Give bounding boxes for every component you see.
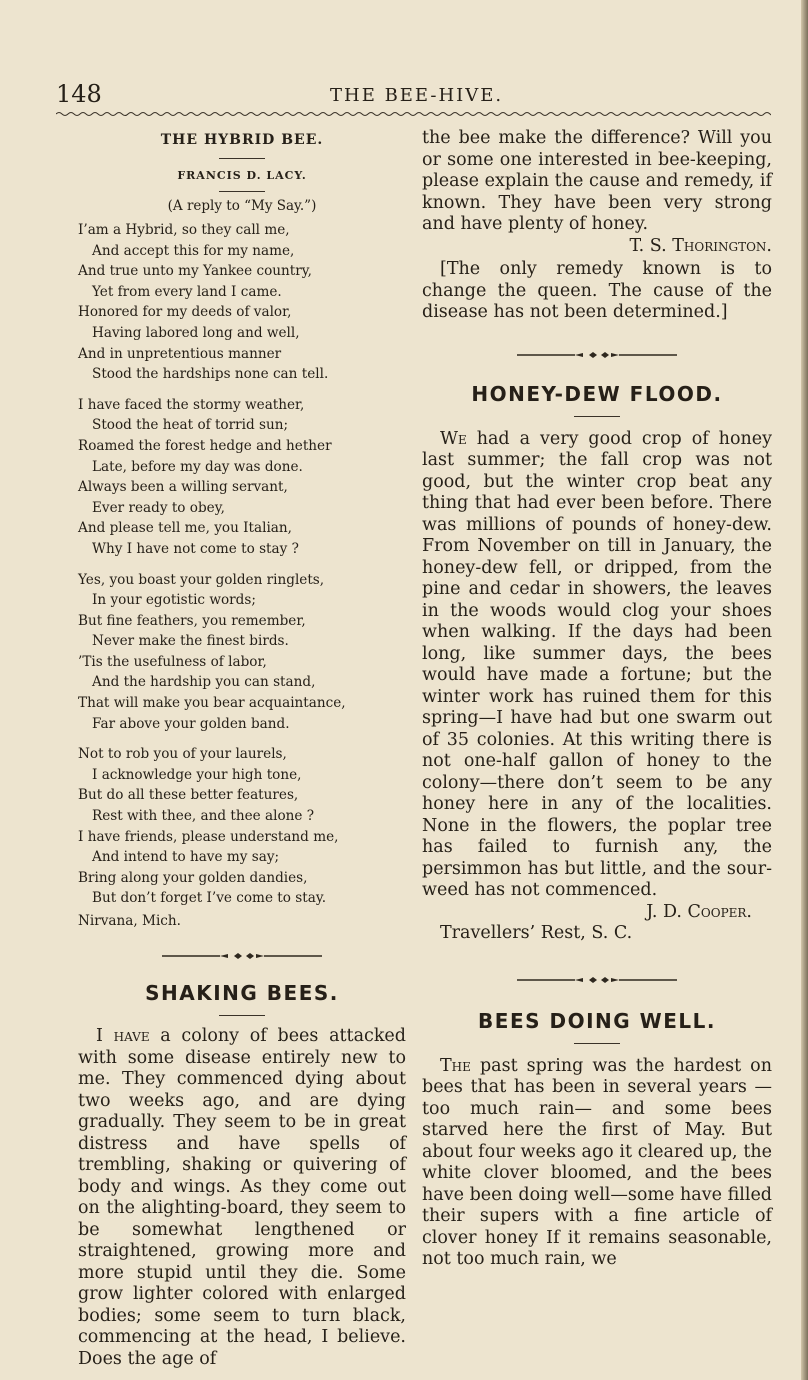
poem-line: But do all these better features, <box>78 787 299 804</box>
section-ornament <box>162 951 322 961</box>
left-column <box>78 128 406 1370</box>
poem-line: But fine feathers, you remember, <box>78 612 306 629</box>
poem-stanza <box>78 744 406 909</box>
poem-stanza <box>78 220 406 385</box>
poem-place: Nirvana, Mich. <box>78 913 181 929</box>
poem-line: Yet from every land I came. <box>92 283 282 300</box>
poem-line: I have friends, please understand me, <box>78 828 339 845</box>
divider <box>574 1043 620 1044</box>
article-body <box>78 1026 406 1370</box>
running-title: THE BEE-HIVE. <box>330 85 504 106</box>
body-text: past spring was the hardest on bees that has been in several years —too much rain— and some bees starved here the first of May. But about four weeks ago it cleared up, the white clover bloomed, and the bees have been doing well—some have filled their supers with a fine article of clover honey If it remains seasonable, not too much rain, we <box>422 1055 772 1269</box>
poem-line: I’am a Hybrid, so they call me, <box>78 222 290 238</box>
lead-word: The <box>440 1055 471 1076</box>
article-signature <box>422 236 772 258</box>
signature: J. D. Cooper. <box>646 901 752 922</box>
section-ornament <box>517 350 677 360</box>
article-hybrid-bee <box>78 132 406 929</box>
poem-line: I have faced the stormy weather, <box>78 396 305 413</box>
article-body: the bee make the difference? Will you or some one interested in bee-keeping, please explain the cause and remedy, if known. They have been very strong and have plenty of honey. <box>422 128 772 234</box>
poem-line: That will make you bear acquaintance, <box>78 695 346 712</box>
poem-line: And accept this for my name, <box>92 242 295 259</box>
poem-line: I acknowledge your high tone, <box>92 766 302 783</box>
poem-line: Having labored long and well, <box>92 324 300 341</box>
poem-line: Roamed the forest hedge and hether <box>78 437 332 454</box>
poem-line: Not to rob you of your laurels, <box>78 746 287 763</box>
poem-line: Stood the hardships none can tell. <box>92 366 329 383</box>
article-title: SHAKING BEES. <box>145 981 339 1005</box>
page-header <box>56 80 776 110</box>
article-author: FRANCIS D. LACY. <box>177 169 307 182</box>
poem-line: And please tell me, you Italian, <box>78 520 292 537</box>
editor-note: [The only remedy known is to change the queen. The cause of the disease has not been determined.] <box>422 259 772 322</box>
poem <box>78 220 406 909</box>
article-place: Travellers’ Rest, S. C. <box>440 923 633 943</box>
poem-stanza <box>78 395 406 560</box>
body-text: had a very good crop of honey last summer; the fall crop was not good, but the winter crop beat any thing that had ever been before. There was millions of pounds of honey-dew. From November on till in January, the honey-dew fell, or dripped, from the pine and cedar in showers, the leaves in the woods would clog your shoes when walking. If the days had been long, like summer days, the bees would have made a fortune; but the winter work has ruined them for this spring—I have had but one swarm out of 35 colonies. At this writing there is not one-half gallon of honey to the colony—there don’t seem to be any honey here in any of the localities. None in the flowers, the poplar tree has failed to furnish any, the persimmon has but little, and the sour-weed has not commenced. <box>422 428 772 900</box>
article-title: THE HYBRID BEE. <box>160 132 324 148</box>
wavy-rule <box>56 110 771 118</box>
poem-line: Stood the heat of torrid sun; <box>92 417 289 434</box>
body-text: a colony of bees attacked with some disease entirely new to me. They commenced dying about two weeks ago, and are dying gradually. They seem to be in great distress and have spells of trembling, shaking or quivering of body and wings. As they come out on the alighting-board, they seem to be somewhat lengthened or straightened, growing more and more stupid until they die. Some grow lighter colored with enlarged bodies; some seem to turn black, commencing at the head, I believe. Does the age of <box>78 1026 406 1369</box>
poem-line: And in unpretentious manner <box>78 345 282 362</box>
article-shaking-bees-continued <box>422 128 772 324</box>
poem-line: Why I have not come to stay ? <box>92 540 299 557</box>
poem-line: But don’t forget I’ve come to stay. <box>92 890 327 907</box>
poem-stanza <box>78 570 406 735</box>
poem-line: ’Tis the usefulness of labor, <box>78 653 267 670</box>
poem-line: Always been a willing servant, <box>78 479 288 496</box>
divider <box>219 158 265 159</box>
poem-line: Yes, you boast your golden ringlets, <box>78 571 325 588</box>
poem-line: Ever ready to obey, <box>92 499 225 516</box>
poem-line: Honored for my deeds of valor, <box>78 304 292 321</box>
divider <box>574 416 620 417</box>
poem-line: Far above your golden band. <box>92 715 290 732</box>
signature: T. S. Thorington. <box>629 235 772 256</box>
poem-line: Late, before my day was done. <box>92 458 303 475</box>
lead-word: I have <box>96 1026 150 1046</box>
lead-word: We <box>440 428 467 449</box>
article-body <box>422 429 772 902</box>
article-body <box>422 1056 772 1271</box>
poem-line: Bring along your golden dandies, <box>78 869 308 886</box>
article-signature <box>422 902 772 924</box>
article-shaking-bees <box>78 981 406 1370</box>
page-number: 148 <box>56 80 102 108</box>
poem-line: And the hardship you can stand, <box>92 674 316 691</box>
article-bees-doing-well <box>422 1009 772 1271</box>
article-honey-dew-flood <box>422 382 772 945</box>
poem-line: Never make the finest birds. <box>92 633 289 650</box>
poem-line: Rest with thee, and thee alone ? <box>92 808 315 825</box>
poem-line: In your egotistic words; <box>92 592 256 609</box>
divider <box>219 191 265 192</box>
article-subtitle: (A reply to “My Say.”) <box>167 198 317 214</box>
section-ornament <box>517 975 677 985</box>
poem-line: And intend to have my say; <box>92 849 280 866</box>
right-column <box>422 128 772 1271</box>
poem-line: And true unto my Yankee country, <box>78 263 312 280</box>
divider <box>219 1015 265 1016</box>
article-title: BEES DOING WELL. <box>478 1008 716 1033</box>
article-title: HONEY-DEW FLOOD. <box>471 381 723 406</box>
page-edge <box>801 0 808 1380</box>
